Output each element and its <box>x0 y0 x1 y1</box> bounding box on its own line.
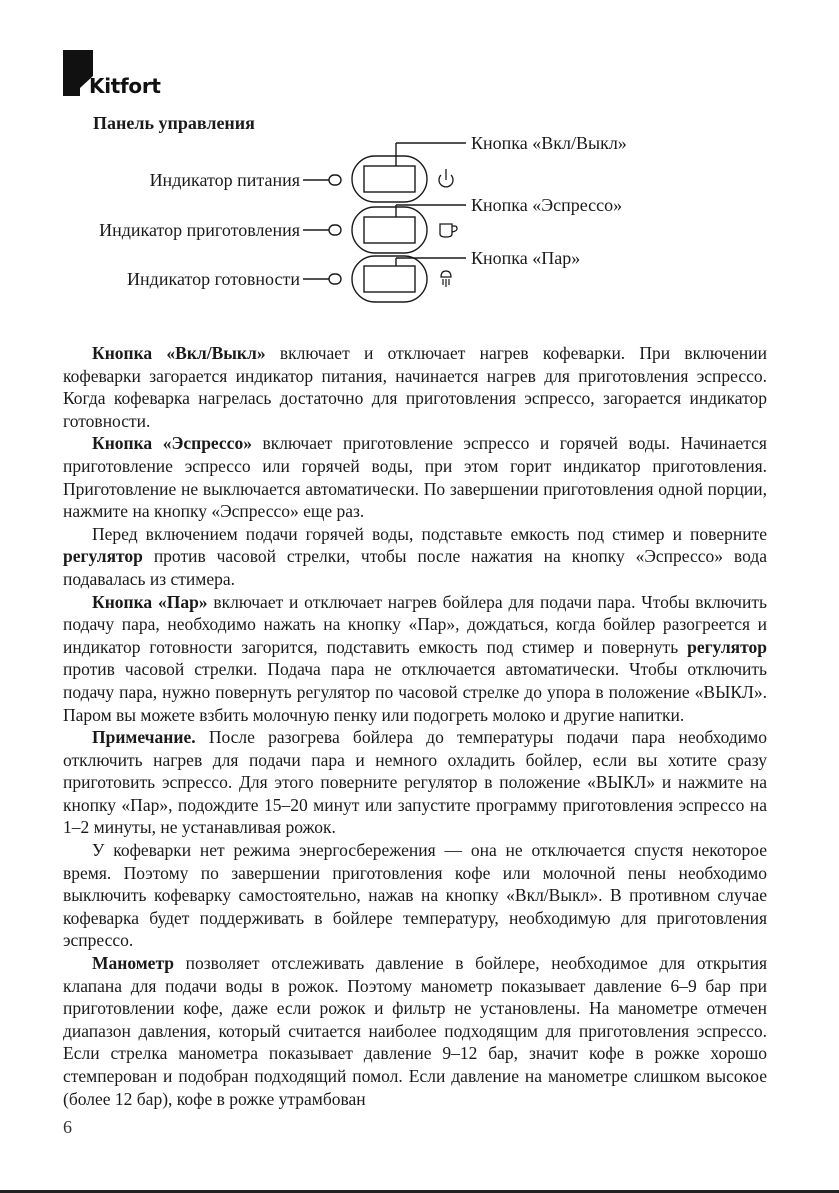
label-espresso-button: Кнопка «Эспрессо» <box>471 195 623 215</box>
bold-term: регулятор <box>63 546 143 567</box>
power-icon <box>439 169 453 187</box>
paragraph-text: После разогрева бойлера до температуры подачи пара необходимо отключить нагрев для подачи пара и немного охладить бойлер, если вы хотите сразу приготовить эспрессо. Для этого поверните регулятор в положение «ВЫКЛ» и нажмите на кнопку «Пар», подождите 15–20 минут или запустите программу приготовления эспрессо на 1–2 минуты, не устанавливая рожок. <box>63 727 767 838</box>
paragraph <box>63 432 767 522</box>
body-text <box>63 342 767 1110</box>
paragraph <box>63 839 767 952</box>
paragraph-text: У кофеварки нет режима энергосбережения — она не отключается спустя некоторое время. Поэтому по завершении приготовления кофе или молочной пены необходимо выключить кофеварку самостоятельно, нажав на кнопку «Вкл/Выкл». В противном случае кофеварка будет поддерживать в бойлере температуру, необходимую для приготовления эспрессо. <box>63 840 767 951</box>
paragraph <box>63 523 767 591</box>
paragraph-text: включает и отключает нагрев бойлера для подачи пара. Чтобы включить подачу пара, необходимо нажать на кнопку «Пар», дождаться, когда бойлер разогреется и индикатор готовности загорится, подставить емкость под стимер и повернуть <box>63 591 767 657</box>
steam-icon <box>441 271 451 287</box>
paragraph-text: Перед включением подачи горячей воды, подставьте емкость под стимер и поверните <box>92 523 767 544</box>
paragraph <box>63 726 767 839</box>
paragraph-text: против часовой стрелки. Подача пара не отключается автоматически. Чтобы отключить подачу пара, нужно повернуть регулятор по часовой стрелке до упора в положение «ВЫКЛ». Паром вы можете взбить молочную пенку или подогреть молоко и другие напитки. <box>63 659 767 725</box>
bold-term: регулятор <box>687 636 767 657</box>
paragraph-text: включает приготовление эспрессо и горячей воды. Начинается приготовление эспрессо или горячей воды, при этом горит индикатор приготовления. Приготовление не выключается автоматически. По завершении приготовления одной порции, нажмите на кнопку «Эспрессо» еще раз. <box>63 433 767 522</box>
label-power-button: Кнопка «Вкл/Выкл» <box>471 133 627 153</box>
brand-name: Kitfort <box>89 74 161 98</box>
kitfort-logo <box>63 50 173 100</box>
label-power-indicator: Индикатор питания <box>149 170 300 190</box>
section-title: Панель управления <box>93 113 255 133</box>
paragraph <box>63 591 767 727</box>
bold-term: Примечание. <box>92 727 196 748</box>
label-ready-indicator: Индикатор готовности <box>127 269 300 289</box>
paragraph-text: включает и отключает нагрев кофеварки. При включении кофеварки загорается индикатор питания, начинается нагрев для приготовления эспрессо. Когда кофеварка нагрелась достаточно для приготовления эспрессо, загорается индикатор готовности. <box>63 343 767 431</box>
page-number: 6 <box>63 1117 72 1137</box>
cup-icon <box>440 224 457 237</box>
paragraph-text: против часовой стрелки, чтобы после нажатия на кнопку «Эспрессо» вода подавалась из стимера. <box>63 546 767 589</box>
bold-term: Кнопка «Эспрессо» <box>92 433 252 454</box>
control-panel-diagram <box>0 130 839 320</box>
paragraph <box>63 342 767 432</box>
label-steam-button: Кнопка «Пар» <box>471 248 581 268</box>
paragraph-text: позволяет отслеживать давление в бойлере, необходимое для открытия клапана для подачи воды в рожок. Поэтому манометр показывает давление 6–9 бар при приготовлении кофе, даже если рожок и фильтр не установлены. На манометре отмечен диапазон давления, который считается наиболее подходящим для приготовления эспрессо. Если стрелка манометра показывает давление 9–12 бар, значит кофе в рожке хорошо стемперован и подобран подходящий помол. Если давление на манометре слишком высокое (более 12 бар), кофе в рожке утрамбован <box>63 953 767 1109</box>
bold-term: Манометр <box>92 953 174 974</box>
bold-term: Кнопка «Пар» <box>92 591 208 612</box>
bold-term: Кнопка «Вкл/Выкл» <box>92 343 266 363</box>
paragraph <box>63 952 767 1110</box>
label-brewing-indicator: Индикатор приготовления <box>99 220 300 240</box>
